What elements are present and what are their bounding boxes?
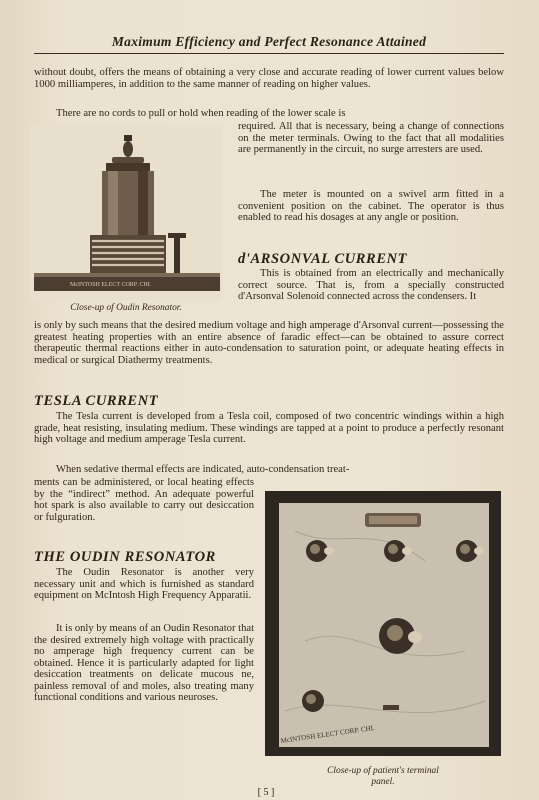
paragraph-darsonval-side: This is obtained from an electrically and mechanically correct source. That is, from a specially constructed d'Arsonval Solenoid connected across the condensers. It — [238, 268, 504, 302]
heading-darsonval: d'ARSONVAL CURRENT — [238, 251, 408, 267]
heading-oudin: THE OUDIN RESONATOR — [34, 549, 216, 565]
caption-panel-line1: Close-up of patient's terminal — [327, 766, 439, 776]
paragraph-intro: without doubt, offers the means of obtaining a very close and accurate reading of lower current values below 1000 milliamperes, in addition to the same manner of reading on higher values. — [34, 67, 504, 90]
paragraph-cords-lead: There are no cords to pull or hold when reading of the lower scale is — [56, 108, 346, 119]
resonator-base-label: McINTOSH ELECT CORP. CHI. — [70, 282, 152, 288]
paragraph-tesla-2-rest: ments can be administered, or local heating effects by the “indirect” method. An adequate powerful hot spark is also available to carry out desiccation or fulguration. — [34, 477, 254, 523]
paragraph-darsonval-full: is only by such means that the desired medium voltage and high amperage d'Arsonval current—possessing the greatest heating properties with an entire absence of faradic effect—can be obtained to assure correct therapeutic thermal reactions either in auto-condensation to saturation point, or adequate heating effects in medical or surgical Diathermy treatments. — [34, 320, 504, 366]
paragraph-meter: The meter is mounted on a swivel arm fitted in a convenient position on the cabinet. The operator is thus enabled to read his dosages at any angle or position. — [238, 189, 504, 223]
paragraph-tesla-2-lead: When sedative thermal effects are indicated, auto-condensation treat- — [56, 464, 350, 475]
caption-resonator: Close-up of Oudin Resonator. — [70, 303, 182, 313]
panel-plate-label: McINTOSH ELECT CORP. CHI. — [280, 723, 376, 745]
caption-panel-line2: panel. — [371, 777, 395, 787]
oudin-resonator-photo — [30, 125, 222, 300]
paragraph-tesla-1: The Tesla current is developed from a Tesla coil, composed of two concentric windings within a high grade, heat resisting, insulating medium. These windings are tapped at a point to produce a perfectly resonant high voltage and medium amperage Tesla current. — [34, 411, 504, 445]
paragraph-oudin-2: It is only by means of an Oudin Resonator that the desired extremely high voltage with practically no amperage high frequency current can be obtained. Hence it is particularly adapted for light desiccation treatments on delicate mucous ne, painless removal of and moles, also treating many functional conditions and various neuroses. — [34, 623, 255, 703]
heading-tesla: TESLA CURRENT — [34, 393, 159, 409]
paragraph-oudin-1: The Oudin Resonator is another very necessary unit and which is furnished as standard equipment on McIntosh High Frequency Apparatii. — [34, 567, 254, 601]
paragraph-cords-rest: required. All that is necessary, being a change of connections on the meter terminals. Owing to the fact that all modalities are permanently in the circuit, no surge arresters are used. — [238, 121, 504, 155]
page-number: [ 5 ] — [257, 787, 275, 798]
header-rule — [34, 53, 504, 54]
page-header-title: Maximum Efficiency and Perfect Resonance Attained — [111, 34, 427, 49]
patient-terminal-panel-photo — [265, 491, 501, 756]
